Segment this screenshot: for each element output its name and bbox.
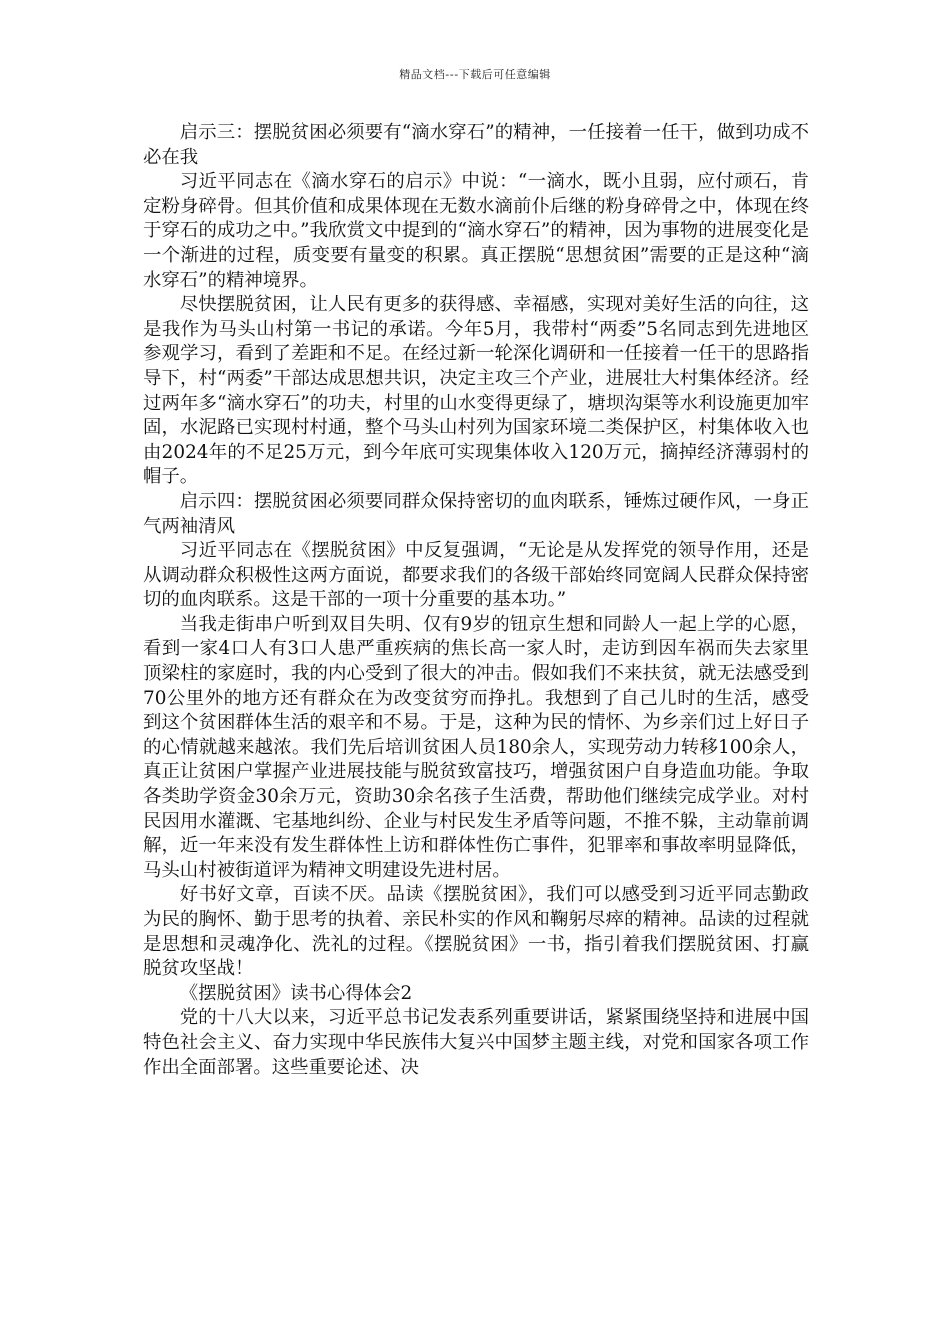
paragraph-heading-three: 启示三：摆脱贫困必须要有“滴水穿石”的精神，一任接着一任干，做到功成不必在我	[143, 122, 809, 168]
paragraph: 习近平同志在《摆脱贫困》中反复强调，“无论是从发挥党的领导作用，还是从调动群众积极性这两方面说，都要求我们的各级干部始终同宽阔人民群众保持密切的血肉联系。这是干部的一项十分重要的基本功。”	[143, 540, 809, 611]
document-body	[143, 121, 809, 1080]
paragraph: 好书好文章，百读不厌。品读《摆脱贫困》，我们可以感受到习近平同志勤政为民的胸怀、勤于思考的执着、亲民朴实的作风和鞠躬尽瘁的精神。品读的过程就是思想和灵魂净化、洗礼的过程。《摆脱贫困》一书，指引着我们摆脱贫困、打赢脱贫攻坚战！	[143, 884, 809, 980]
paragraph-heading-four: 启示四：摆脱贫困必须要同群众保持密切的血肉联系，锤炼过硬作风，一身正气两袖清风	[143, 490, 809, 537]
section-title: 《摆脱贫困》读书心得体会2	[179, 982, 413, 1004]
paragraph: 习近平同志在《滴水穿石的启示》中说：“一滴水，既小且弱，应付顽石，肯定粉身碎骨。但其价值和成果体现在无数水滴前仆后继的粉身碎骨之中，体现在终于穿石的成功之中。”我欣赏文中提到的“滴水穿石”的精神，因为事物的进展变化是一个渐进的过程，质变要有量变的积累。真正摆脱“思想贫困”需要的正是这种“滴水穿石”的精神境界。	[143, 171, 809, 291]
page-header: 精品文档---下载后可任意编辑	[399, 68, 551, 81]
paragraph: 当我走街串户听到双目失明、仅有9岁的钮京生想和同龄人一起上学的心愿，看到一家4口人有3口人患严重疾病的焦长高一家人时，走访到因车祸而失去家里顶梁柱的家庭时，我的内心受到了很大的冲击。假如我们不来扶贫，就无法感受到70公里外的地方还有群众在为改变贫穷而挣扎。我想到了自己儿时的生活，感受到这个贫困群体生活的艰辛和不易。于是，这种为民的情怀、为乡亲们过上好日子的心情就越来越浓。我们先后培训贫困人员180余人，实现劳动力转移100余人，真正让贫困户掌握产业进展技能与脱贫致富技巧，增强贫困户自身造血功能。争取各类助学资金30余万元，资助30余名孩子生活费，帮助他们继续完成学业。对村民因用水灌溉、宅基地纠纷、企业与村民发生矛盾等问题，不推不躲，主动靠前调解，近一年来没有发生群体性上访和群体性伤亡事件，犯罪率和事故率明显降低，马头山村被街道评为精神文明建设先进村居。	[143, 613, 809, 881]
paragraph: 党的十八大以来，习近平总书记发表系列重要讲话，紧紧围绕坚持和进展中国特色社会主义、奋力实现中华民族伟大复兴中国梦主题主线，对党和国家各项工作作出全面部署。这些重要论述、决	[143, 1007, 809, 1078]
paragraph: 尽快摆脱贫困，让人民有更多的获得感、幸福感，实现对美好生活的向往，这是我作为马头山村第一书记的承诺。今年5月，我带村“两委”5名同志到先进地区参观学习，看到了差距和不足。在经过新一轮深化调研和一任接着一任干的思路指导下，村“两委”干部达成思想共识，决定主攻三个产业，进展壮大村集体经济。经过两年多“滴水穿石”的功夫，村里的山水变得更绿了，塘坝沟渠等水利设施更加牢固，水泥路已实现村村通，整个马头山村列为国家环境二类保护区，村集体收入也由2024年的不足25万元，到今年底可实现集体收入120万元，摘掉经济薄弱村的帽子。	[143, 294, 809, 488]
